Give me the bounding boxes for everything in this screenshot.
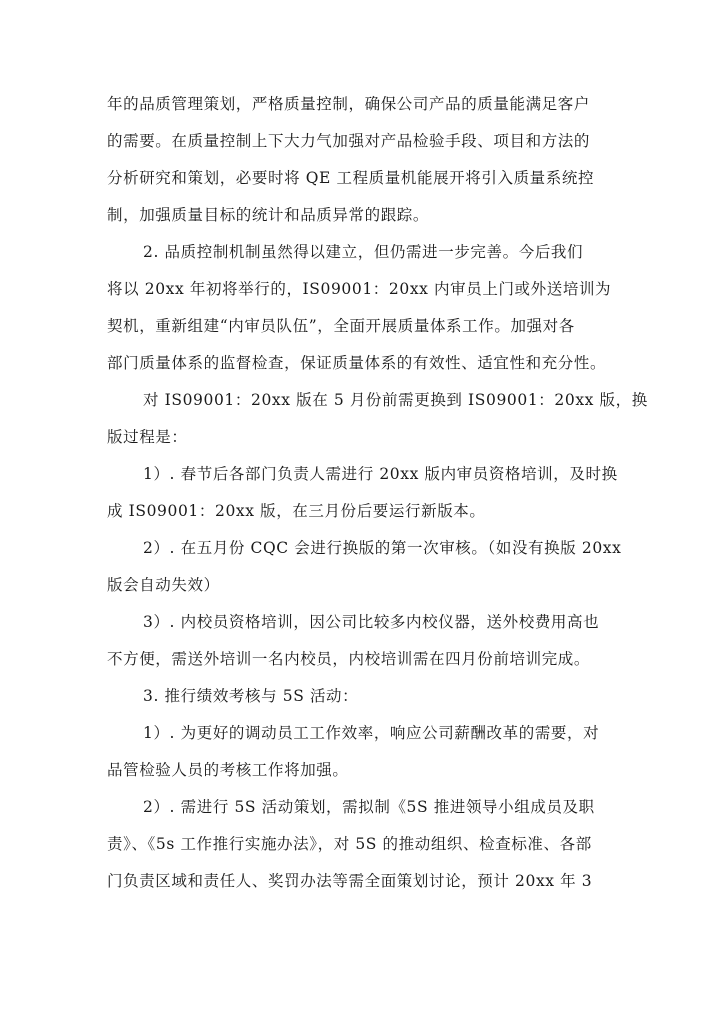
paragraph-item-2 — [107, 234, 627, 382]
text-line: 分析研究和策划，必要时将 QE 工程质量机能展开将引入质量系统控 — [107, 169, 595, 187]
text-line: 契机，重新组建“内审员队伍”，全面开展质量体系工作。加强对各 — [107, 317, 575, 335]
text-line: 成 IS09001：20xx 版，在三月份后要运行新版本。 — [107, 502, 486, 520]
text-line: 责》、《5s 工作推行实施办法》，对 5S 的推动组织、检查标准、各部 — [107, 835, 592, 853]
text-line: 1）. 为更好的调动员工工作效率，响应公司薪酬改革的需要，对 — [143, 724, 600, 742]
paragraph-sub-2 — [107, 789, 627, 900]
text-line: 版会自动失效） — [107, 576, 220, 594]
paragraph-step-2 — [107, 530, 627, 604]
text-line: 1）. 春节后各部门负责人需进行 20xx 版内审员资格培训，及时换 — [143, 465, 618, 483]
text-line: 2）. 需进行 5S 活动策划，需拟制《5S 推进领导小组成员及职 — [143, 798, 595, 816]
text-line: 制，加强质量目标的统计和品质异常的跟踪。 — [107, 206, 430, 224]
text-line: 版过程是： — [107, 428, 188, 446]
text-line: 年的品质管理策划，严格质量控制，确保公司产品的质量能满足客户 — [107, 95, 591, 113]
text-line: 2. 品质控制机制虽然得以建立，但仍需进一步完善。今后我们 — [143, 243, 584, 261]
text-line: 品管检验人员的考核工作将加强。 — [107, 761, 349, 779]
text-line: 2）. 在五月份 CQC 会进行换版的第一次审核。（如没有换版 20xx — [143, 539, 622, 557]
paragraph-iso-version — [107, 382, 648, 456]
text-line: 门负责区域和责任人、奖罚办法等需全面策划讨论，预计 20xx 年 3 — [107, 872, 593, 890]
text-line: 的需要。在质量控制上下大力气加强对产品检验手段、项目和方法的 — [107, 132, 591, 150]
paragraph-sub-1 — [107, 715, 627, 789]
document-body — [107, 86, 648, 900]
text-line: 部门质量体系的监督检查，保证质量体系的有效性、适宜性和充分性。 — [107, 354, 607, 372]
text-line: 3. 推行绩效考核与 5S 活动： — [143, 687, 359, 705]
text-line: 对 IS09001：20xx 版在 5 月份前需更换到 IS09001：20xx 版，换 — [143, 391, 648, 409]
text-line: 3）. 内校员资格培训，因公司比较多内校仪器，送外校费用高也 — [143, 613, 600, 631]
paragraph-quality-planning — [107, 86, 627, 234]
paragraph-step-3 — [107, 604, 627, 678]
paragraph-step-1 — [107, 456, 627, 530]
text-line: 将以 20xx 年初将举行的，IS09001：20xx 内审员上门或外送培训为 — [107, 280, 612, 298]
text-line: 不方便，需送外培训一名内校员，内校培训需在四月份前培训完成。 — [107, 650, 591, 668]
paragraph-item-3-heading — [107, 678, 627, 715]
